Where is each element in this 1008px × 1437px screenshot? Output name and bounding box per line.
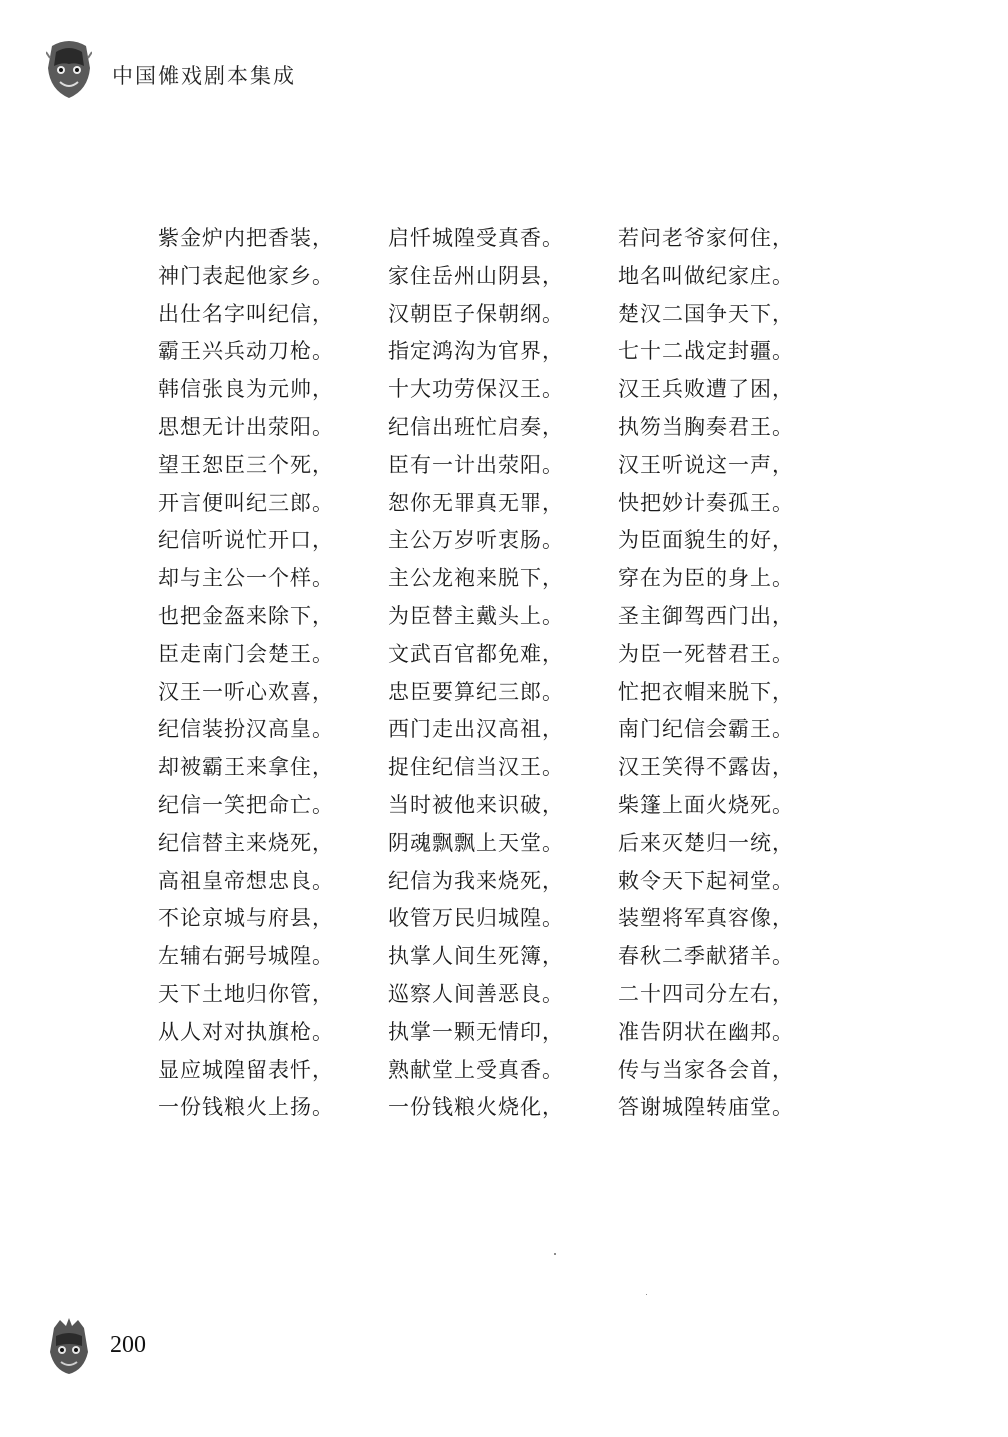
poem-line: 不论京城与府县， [158,906,334,931]
poem-line: 捉住纪信当汉王。 [388,755,564,780]
poem-line: 望王恕臣三个死， [158,452,334,477]
poem-line: 臣有一计出荥阳。 [388,452,564,477]
poem-line: 为臣替主戴头上。 [388,603,564,628]
poem-line: 南门纪信会霸王。 [618,717,794,742]
poem-line: 却被霸王来拿住， [158,755,334,780]
poem-line: 纪信听说忙开口， [158,528,334,553]
poem-line: 汉王兵败遭了困， [618,377,794,402]
poem-line: 纪信一笑把命亡。 [158,792,334,817]
poem-line: 为臣一死替君王。 [618,641,794,666]
poem-line: 启忏城隍受真香。 [388,226,564,250]
poem-line: 准告阴状在幽邦。 [618,1019,794,1044]
poem-line: 忠臣要算纪三郎。 [388,679,564,704]
poem-line: 一份钱粮火烧化， [388,1095,564,1120]
poem-line: 汉王笑得不露齿， [618,755,794,780]
poem-line: 紫金炉内把香装， [158,226,334,250]
poem-line: 汉王听说这一声， [618,452,794,477]
poem-line: 地名叫做纪家庄。 [618,263,794,288]
mask-icon [46,1318,92,1374]
poem-line: 也把金盔来除下， [158,603,334,628]
poem-line: 天下土地归你管， [158,981,334,1006]
poem-line: 为臣面貌生的好， [618,528,794,553]
poem-line: 纪信为我来烧死， [388,868,564,893]
poem-line: 答谢城隍转庙堂。 [618,1095,794,1120]
poem-line: 春秋二季献猪羊。 [618,944,794,969]
poem-line: 霸王兴兵动刀枪。 [158,339,334,364]
poem-line: 后来灭楚归一统， [618,830,794,855]
poem-line: 一份钱粮火上扬。 [158,1095,334,1120]
poem-line: 阴魂飘飘上天堂。 [388,830,564,855]
poem-line: 高祖皇帝想忠良。 [158,868,334,893]
poem-line: 快把妙计奏孤王。 [618,490,794,515]
poem-line: 汉朝臣子保朝纲。 [388,301,564,326]
poem-line: 楚汉二国争天下， [618,301,794,326]
poem-line: 恕你无罪真无罪， [388,490,564,515]
poem-line: 敕令天下起祠堂。 [618,868,794,893]
poem-line: 若问老爷家何住， [618,226,794,250]
poem-line: 西门走出汉高祖， [388,717,564,742]
poem-line: 传与当家各会首， [618,1057,794,1082]
poem-line: 思想无计出荥阳。 [158,414,334,439]
poem-line: 纪信装扮汉高皇。 [158,717,334,742]
poem-line: 文武百官都免难， [388,641,564,666]
poem-line: 臣走南门会楚王。 [158,641,334,666]
poem-line: 开言便叫纪三郎。 [158,490,334,515]
poem-line: 执掌人间生死簿， [388,944,564,969]
poem-line: 执掌一颗无情印， [388,1019,564,1044]
poem-line: 十大功劳保汉王。 [388,377,564,402]
poem-line: 出仕名字叫纪信， [158,301,334,326]
poem-line: 汉王一听心欢喜， [158,679,334,704]
poem-line: 圣主御驾西门出， [618,603,794,628]
poem-line: 主公万岁听衷肠。 [388,528,564,553]
poem-line: 收管万民归城隍。 [388,906,564,931]
poem-line: 熟献堂上受真香。 [388,1057,564,1082]
poem-line: 执笏当胸奏君王。 [618,414,794,439]
poem-line: 穿在为臣的身上。 [618,566,794,591]
poem-line: 家住岳州山阴县， [388,263,564,288]
book-title: 中国傩戏剧本集成 [112,64,296,88]
mask-icon [46,38,92,100]
poem-line: 纪信替主来烧死， [158,830,334,855]
poem-line: 却与主公一个样。 [158,566,334,591]
poem-line: 左辅右弼号城隍。 [158,944,334,969]
poem-line: 神门表起他家乡。 [158,263,334,288]
poem-text [158,220,848,1127]
poem-line: 二十四司分左右， [618,981,794,1006]
poem-line: 七十二战定封疆。 [618,339,794,364]
poem-line: 指定鸿沟为官界， [388,339,564,364]
poem-line: 主公龙袍来脱下， [388,566,564,591]
poem-line: 装塑将军真容像， [618,906,794,931]
page-number: 200 [110,1332,146,1358]
poem-line: 当时被他来识破， [388,792,564,817]
poem-line: 从人对对执旗枪。 [158,1019,334,1044]
poem-line: 巡察人间善恶良。 [388,981,564,1006]
running-header [46,38,646,108]
poem-line: 纪信出班忙启奏， [388,414,564,439]
poem-line: 柴篷上面火烧死。 [618,792,794,817]
poem-line: 显应城隍留表忏， [158,1057,334,1082]
poem-line: 忙把衣帽来脱下， [618,679,794,704]
page-footer [46,1318,246,1378]
poem-line: 韩信张良为元帅， [158,377,334,402]
